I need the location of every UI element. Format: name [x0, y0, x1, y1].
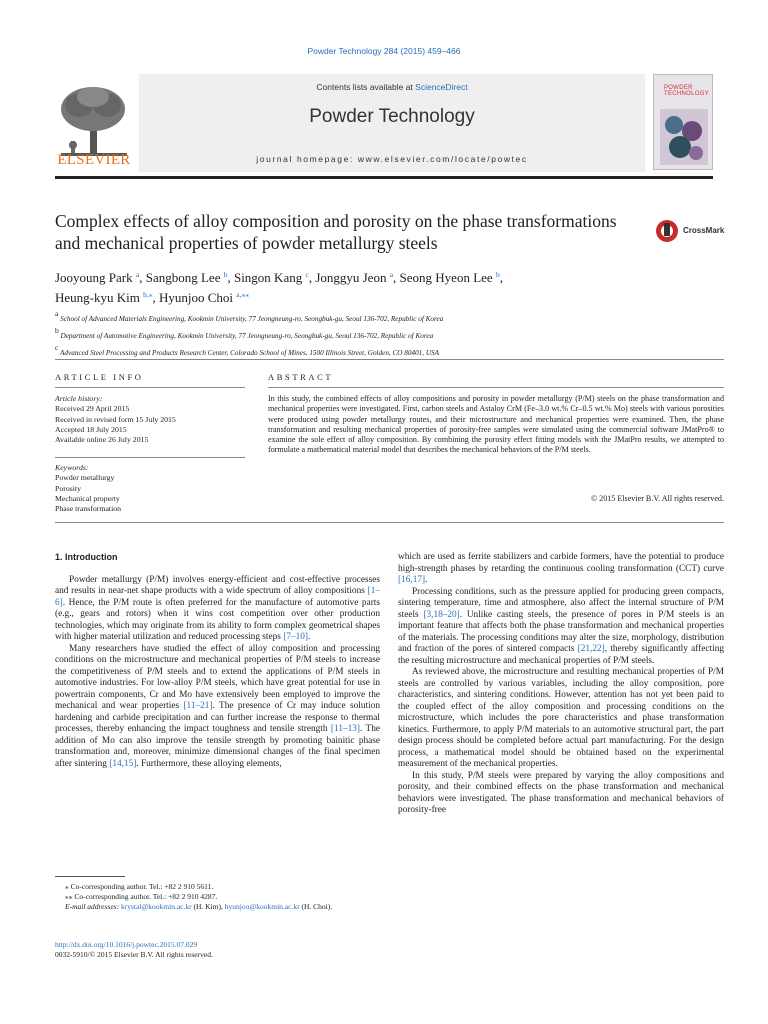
affiliation-item: $^c$ Advanced Steel Processing and Products Research Center, Colorado School of Mines, 1500 Illinois Street, Golden, CO 80401, USA	[55, 343, 440, 357]
author-affil-marker[interactable]: a	[389, 270, 394, 279]
body-paragraph: In this study, P/M steels were prepared by varying the alloy compositions and porosity, and their combined effects on the phase transformation and mechanical behaviors were investigated. The phase transformation and mechanical behaviors of porosity-free	[398, 770, 724, 815]
history-item: Received in revised form 15 July 2015	[55, 414, 176, 424]
keyword-item: Mechanical property	[55, 493, 120, 503]
info-rule	[55, 387, 245, 388]
email-link[interactable]: krystal@kookmin.ac.kr	[120, 902, 192, 911]
abstract-heading: ABSTRACT	[268, 372, 334, 382]
abstract-bottom-rule	[55, 522, 724, 523]
author-affil-marker[interactable]: b	[223, 270, 228, 279]
citation-link[interactable]: [11–21]	[183, 701, 213, 711]
doi-block	[55, 940, 380, 960]
introduction-heading: 1. Introduction	[55, 552, 118, 562]
author-affil-marker[interactable]: a	[135, 270, 140, 279]
author-affil-marker[interactable]: a,⁎⁎	[236, 290, 249, 299]
sciencedirect-link[interactable]: ScienceDirect	[415, 82, 468, 92]
author-name[interactable]: Jooyoung Park	[55, 270, 133, 285]
history-rule	[55, 457, 245, 458]
article-info-heading: ARTICLE INFO	[55, 372, 144, 382]
body-paragraph: Many researchers have studied the effect of alloy composition and processing conditions on the microstructure and mechanical properties of P/M steels to increase the competitiveness of P/M steels and to extend the applications of P/M steels in automotive industries. For low-alloy P/M steels, which have great potential for use in powertrain components, Cr and Mo have extensively been employed to improve the mechanical and wear properties [11–21]. The presence of Cr may induce solution hardening and carbide precipitation and can further increase the response to thermal processes, thereby enhancing the impact toughness and tensile strength [11–13]. The addition of Mo can also improve the tensile strength by promoting bainitic phase transformation and, moreover, minimize dimensional changes of the final specimen after sintering [14,15]. Furthermore, these alloying elements,	[55, 643, 381, 769]
body-paragraph: Processing conditions, such as the pressure applied for producing green compacts, sintering temperature, time and atmosphere, also affect the internal structure of P/M steels [3,18–20]. Unlike casting steels, the presence of pores in P/M steels is an important feature that affects both the phase transformation and mechanical properties of the materials. The processing conditions may alter the size, morphology, distribution and fraction of the pores of sintered compacts [21,22], thereby significantly affecting the resulting microstructure and mechanical properties of P/M steels.	[398, 586, 724, 666]
footnote-item: ⁎⁎ Co-corresponding author. Tel.: +82 2 910 4287.	[65, 892, 218, 901]
footnote-rule	[55, 876, 125, 877]
author-name[interactable]: Sangbong Lee	[145, 270, 221, 285]
body-column-right	[398, 552, 724, 817]
header-rule	[55, 176, 713, 179]
cover-title: POWDER TECHNOLOGY	[664, 85, 710, 97]
author-list: Jooyoung Park $^a$, Sangbong Lee $^b$, Singon Kang $^c$, Jonggyu Jeon $^a$, Seong Hyeon Lee $^b$, Heung-kyu Kim $^{b,⁎}$, Hyunjoo Choi $^{a,⁎⁎}$	[55, 270, 503, 305]
author-name[interactable]: Seong Hyeon Lee	[399, 270, 493, 285]
footnote-item: ⁎ Co-corresponding author. Tel.: +82 2 910 5611.	[65, 882, 214, 891]
affiliation-item: $^b$ Department of Automotive Engineering, Kookmin University, 77 Jeongneung-ro, Seongbuk-gu, Seoul 136-702, Republic of Korea	[55, 326, 434, 340]
affiliation-rule	[55, 359, 724, 360]
footnotes	[55, 882, 380, 912]
body-paragraph: Powder metallurgy (P/M) involves energy-efficient and cost-effective processes and results in near-net shape products with a wide spectrum of alloy compositions [1–6]. Hence, the P/M route is often preferred for the manufacture of automotive parts (e.g., gears and rotors) when it wins cost competition over other production technologies, which may originate from its ability to form complex geometrical shapes with higher material utilization and reduced processing steps [7–10].	[55, 574, 380, 642]
crossmark-button[interactable]	[655, 218, 725, 244]
journal-name: Powder Technology	[309, 106, 475, 127]
citation-link[interactable]: [14,15]	[109, 758, 137, 769]
history-item: Received 29 April 2015	[55, 404, 130, 414]
history-item: Accepted 18 July 2015	[55, 424, 127, 434]
masthead-center	[139, 74, 645, 172]
citation-link[interactable]: [3,18–20]	[423, 609, 460, 620]
email-link[interactable]: hyunjoo@kookmin.ac.kr	[224, 902, 300, 911]
keyword-item: Porosity	[55, 483, 81, 493]
body-paragraph: As reviewed above, the microstructure and resulting mechanical properties of P/M steels are controlled by various variables, including the alloy composition, pore characteristics, and sintering conditions. However, attention has not yet been paid to the coupled effect of the alloy composition and processing conditions on the microstructure, which includes the pore characteristics and phase transformation kinetics. Furthermore, to apply P/M materials to an automotive structural part, the part design process should be completed before actual part manufacturing. For the design process, a mathematical model should be obtained based on the experimental measurement of the mechanical properties.	[398, 667, 724, 769]
journal-reference-link[interactable]: Powder Technology 284 (2015) 459–466	[307, 46, 461, 56]
article-history: Article history: Received 29 April 2015 Received in revised form 15 July 2015 Accepted 18 July 2015 Available online 26 July 2015	[55, 394, 245, 445]
issn-line: 0032-5910/© 2015 Elsevier B.V. All rights reserved.	[55, 950, 213, 959]
author-affil-marker[interactable]: b,⁎	[143, 290, 153, 299]
affiliations	[55, 308, 655, 359]
keyword-item: Powder metallurgy	[55, 473, 115, 483]
cover-art-image	[660, 109, 708, 165]
keywords: Keywords: Powder metallurgy Porosity Mechanical property Phase transformation	[55, 463, 245, 514]
journal-homepage[interactable]: journal homepage: www.elsevier.com/locate/powtec	[256, 154, 528, 164]
citation-link[interactable]: [21,22]	[577, 644, 605, 654]
keyword-item: Phase transformation	[55, 504, 122, 514]
author-affil-marker[interactable]: b	[495, 270, 500, 279]
publisher-wordmark: ELSEVIER	[57, 152, 131, 168]
history-item: Available online 26 July 2015	[55, 435, 149, 445]
body-column-left	[55, 552, 380, 770]
author-name[interactable]: Jonggyu Jeon	[315, 270, 387, 285]
doi-link[interactable]: http://dx.doi.org/10.1016/j.powtec.2015.07.029	[55, 940, 198, 949]
author-name[interactable]: Hyunjoo Choi	[158, 290, 234, 305]
abstract-rule	[268, 387, 724, 388]
contents-line: Contents lists available at ScienceDirect	[316, 82, 468, 92]
citation-link[interactable]: [1–6]	[55, 586, 380, 608]
crossmark-icon	[655, 218, 679, 244]
author-name[interactable]: Singon Kang	[233, 270, 303, 285]
journal-cover-thumbnail[interactable]	[653, 74, 713, 170]
article-title: Complex effects of alloy composition and porosity on the phase transformations and mechanical properties of powder metallurgy steels	[55, 211, 617, 253]
author-affil-marker[interactable]: c	[305, 270, 309, 279]
citation-link[interactable]: [11–13]	[330, 724, 361, 734]
crossmark-label: CrossMark	[683, 226, 725, 235]
citation-link[interactable]: [16,17]	[398, 575, 426, 585]
footnote-emails: E-mail addresses: krystal@kookmin.ac.kr (H. Kim), hyunjoo@kookmin.ac.kr (H. Choi).	[65, 902, 333, 911]
body-paragraph: which are used as ferrite stabilizers and carbide formers, have the potential to produce high-strength phases by retarding the continuous cooling transformation (CCT) curve [16,17].	[398, 552, 724, 585]
affiliation-item: $^a$ School of Advanced Materials Engineering, Kookmin University, 77 Jeongneung-ro, Seongbuk-gu, Seoul 136-702, Republic of Korea	[55, 309, 444, 323]
abstract-copyright: © 2015 Elsevier B.V. All rights reserved.	[590, 494, 724, 503]
author-name[interactable]: Heung-kyu Kim	[55, 290, 140, 305]
masthead	[55, 74, 713, 174]
citation-link[interactable]: [7–10]	[283, 632, 309, 642]
abstract-text: In this study, the combined effects of alloy compositions and porosity in powder metallurgy (P/M) steels on the phase transformation and mechanical properties were investigated. First, carbon steels and Astaloy CrM (Fe–3.0 wt.% Cr–0.5 wt.% Mo) steels with various porosities were produced using powder metallurgy routes, and their microstructure and mechanical properties were examined. Then, the phase transformation and resulting mechanical properties of porosity-free samples were simulated using the commercial software JMatPro® to examine the sole effect of alloy composition. By combining the porosity effect fitting models with the JMatPro results, we attempted to formulate a mathematical material model that describes the mechanical behaviors of the P/M steels.	[268, 394, 724, 455]
